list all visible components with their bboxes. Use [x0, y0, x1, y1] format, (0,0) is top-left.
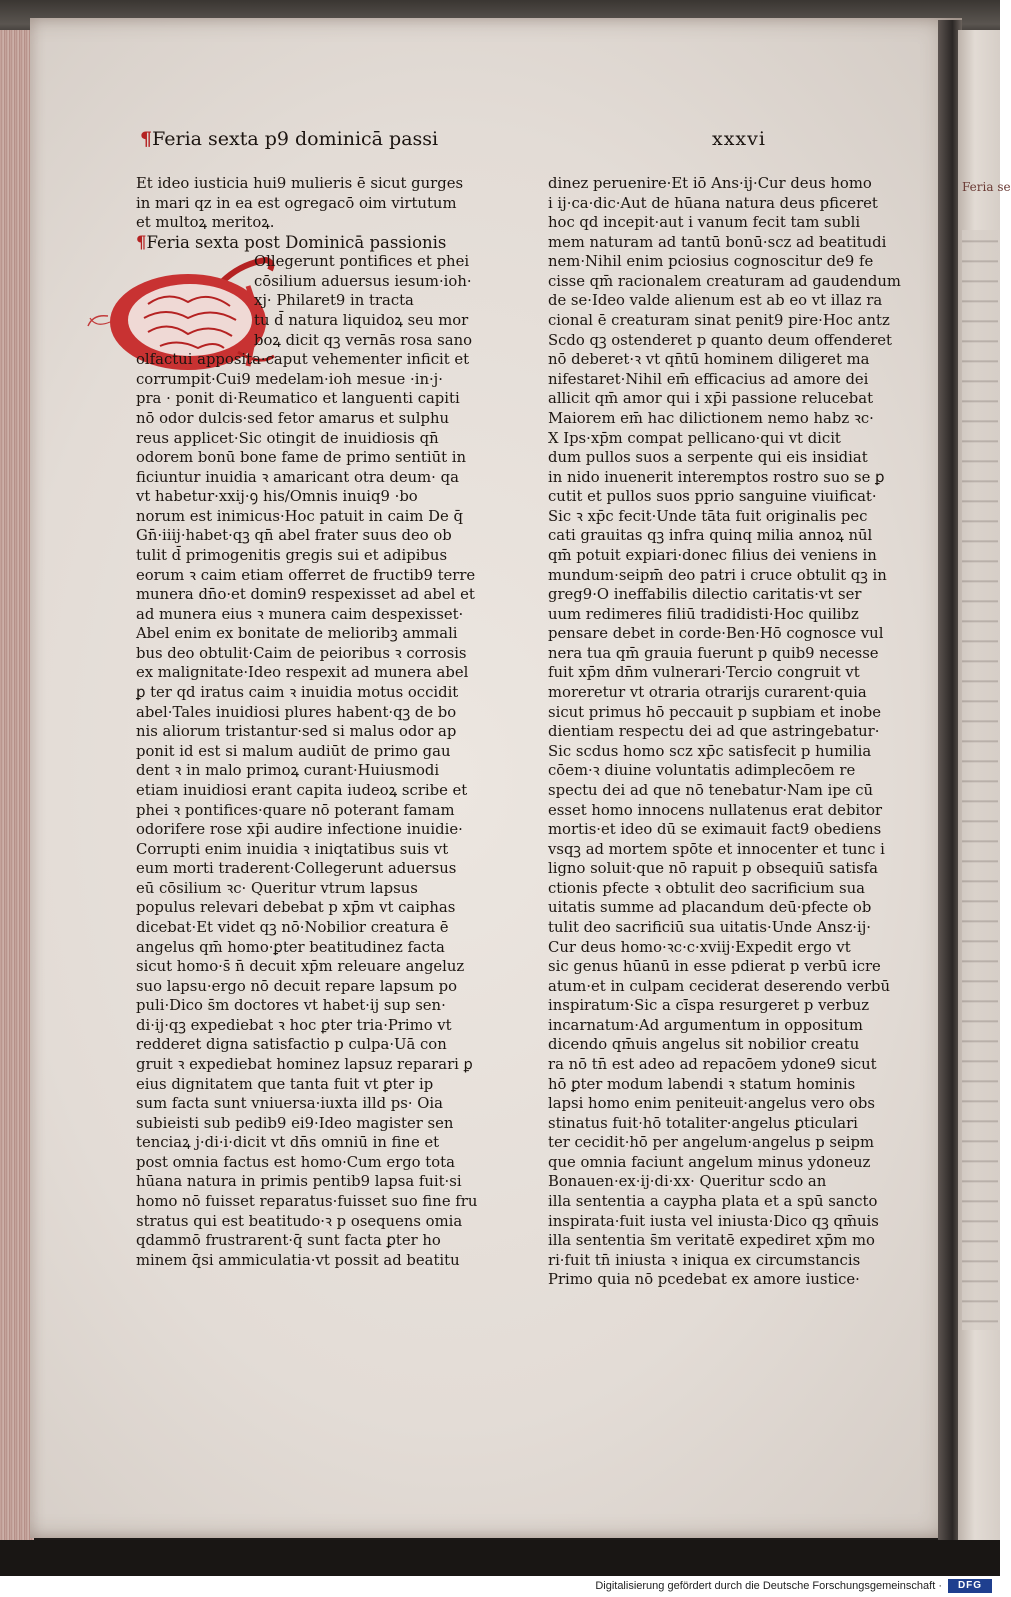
text-line: pra · ponit di·Reumatico et languenti capiti: [136, 390, 460, 408]
text-line: dicebat·Et videt qꝫ nō·Nobilior creatura ē: [136, 918, 449, 936]
text-line: bus deo obtulit·Caim de peioribus ꝛ corrosis: [136, 644, 467, 662]
text-line: Maiorem em̄ hac dilictionem nemo habz ꝛc·: [548, 409, 874, 427]
text-line: ligno soluit·que nō rapuit p obsequiū satisfa: [548, 860, 878, 878]
text-line: hoc qd incepit·aut i vanum fecit tam subli: [548, 214, 861, 232]
text-line: redderet digna satisfactio p culpa·Uā con: [136, 1036, 447, 1054]
text-line: Cur deus homo·ꝛc·c·xviij·Expedit ergo vt: [548, 938, 851, 956]
text-line: cōem·ꝛ diuine voluntatis adimplecōem re: [548, 762, 856, 780]
text-line: greg9·O ineffabilis dilectio caritatis·vt ser: [548, 586, 862, 604]
text-line: cōsilium aduersus iesum·ioh·: [254, 272, 472, 290]
text-line: corrumpit·Cui9 medelam·ioh mesue ·in·j·: [136, 370, 443, 388]
text-line: gruit ꝛ expediebat hominez lapsuz reparari ꝑ: [136, 1056, 473, 1074]
text-line: ra nō tn̄ est adeo ad repacōem ydone9 sicut: [548, 1056, 877, 1074]
text-line: norum est inimicus·Hoc patuit in caim De q̄: [136, 507, 463, 525]
text-line: nifestaret·Nihil em̄ efficacius ad amore dei: [548, 370, 869, 388]
text-line: eorum ꝛ caim etiam offerret de fructib9 terre: [136, 566, 476, 584]
text-line: incarnatum·Ad argumentum in oppositum: [548, 1016, 863, 1034]
text-line: odorifere rose xp̄i audire infectione inuidie·: [136, 821, 463, 839]
text-line: ꝑ ter qd iratus caim ꝛ inuidia motus occidit: [136, 684, 459, 702]
text-line: di·ij·qꝫ expediebat ꝛ hoc ꝑter tria·Primo vt: [136, 1016, 452, 1034]
text-line: ter cecidit·hō per angelum·angelus p seipm: [548, 1134, 875, 1152]
text-line: X Ips·xp̄m compat pellicano·qui vt dicit: [548, 429, 841, 447]
text-line: que omnia faciunt angelum minus ydoneuz: [548, 1153, 871, 1171]
text-line: Gn̄·iiij·habet·qꝫ qn̄ abel frater suus deo ob: [136, 527, 452, 545]
text-line: sic genus hūanū in esse pdierat p verbū icre: [548, 958, 881, 976]
text-line: homo nō fuisset reparatus·fuisset suo fine fru: [136, 1193, 478, 1211]
paragraph-mark-icon: ¶: [140, 128, 153, 150]
text-line: inspirata·fuit iusta vel iniusta·Dico qꝫ qm̄uis: [548, 1212, 879, 1230]
text-line: munera dn̄o·et domin9 respexisset ad abel et: [136, 586, 475, 604]
text-line: dum pullos suos a serpente qui eis insidiat: [548, 449, 868, 467]
text-line: reus applicet·Sic otingit de inuidiosis qn̄: [136, 429, 439, 447]
text-line: allicit qm̄ amor qui i xp̄i passione relucebat: [548, 390, 874, 408]
text-line: vt habetur·xxij·ꝯ his/Omnis inuiq9 ·bo: [136, 488, 418, 506]
scan-bottom-edge: [0, 1540, 1000, 1576]
text-line: etiam inuidiosi erant capita iudeoꝝ scribe et: [136, 781, 468, 799]
text-line: dientiam respectu dei ad que astringebatur·: [548, 723, 880, 741]
text-line: olfactui apposita·caput vehementer inficit et: [136, 351, 470, 369]
text-line: tulit d̄ primogenitis gregis sui et adipibus: [136, 546, 448, 564]
text-line: cisse qm̄ racionalem creaturam ad gaudendum: [548, 272, 901, 290]
next-page-edge: [958, 30, 1011, 1540]
text-line: dicendo qm̄uis angelus sit nobilior creatu: [548, 1036, 860, 1054]
text-line: eum morti traderent·Collegerunt aduersus: [136, 860, 457, 878]
text-line: mundum·seipm̄ deo patri i cruce obtulit qꝫ in: [548, 566, 887, 584]
text-line: tu d̄ natura liquidoꝝ seu mor: [254, 312, 469, 330]
text-line: nem·Nihil enim pciosius cognoscitur de9 fe: [548, 253, 874, 271]
text-line: ponit id est si malum audiūt de primo gau: [136, 742, 451, 760]
text-line: nō deberet·ꝛ vt qn̄tū hominem diligeret ma: [548, 351, 870, 369]
paragraph-mark-icon: ¶: [136, 232, 147, 252]
text-line: i ij·ca·dic·Aut de hūana natura deus pficeret: [548, 194, 878, 212]
text-line: stratus qui est beatitudo·ꝛ p osequens omia: [136, 1212, 463, 1230]
text-line: Et ideo iusticia hui9 mulieris ē sicut gurges: [136, 175, 464, 192]
text-line: in mari qz in ea est ogregacō oim virtutum: [136, 194, 457, 212]
text-line: in nido inuenerit interemptos rostro suo se ꝑ: [548, 468, 885, 486]
folio-number: xxxvi: [712, 128, 766, 150]
text-line: esset homo innocens nullatenus erat debitor: [548, 801, 883, 819]
next-page-text-lines: [962, 230, 998, 1330]
left-text-column: [136, 174, 488, 1270]
text-line: ad munera eius ꝛ munera caim despexisset·: [136, 605, 464, 623]
text-line: vsqꝫ ad mortem spōte et innocenter et tunc i: [548, 840, 885, 858]
text-line: illa sententia s̄m veritatē expediret xp̄m mo: [548, 1232, 875, 1250]
text-line: qm̄ potuit expiari·donec filius dei veniens in: [548, 546, 877, 564]
text-line: moreretur vt otraria otrarijs curarent·quia: [548, 684, 867, 702]
text-line: mem naturam ad tantū bonū·scz ad beatitudi: [548, 233, 887, 251]
text-line: sicut homo·s̄ n̄ decuit xp̄m releuare angeluz: [136, 958, 465, 976]
text-line: subieisti sub pedib9 ei9·Ideo magister sen: [136, 1114, 454, 1132]
text-line: cional ē creaturam sinat penit9 pire·Hoc antz: [548, 312, 890, 330]
text-line: minem q̄si ammiculatia·vt possit ad beatitu: [136, 1251, 460, 1269]
text-line: ri·fuit tn̄ iniusta ꝛ iniqua ex circumstancis: [548, 1251, 861, 1269]
text-line: suo lapsu·ergo nō decuit repare lapsum po: [136, 977, 457, 995]
right-text-column: [548, 174, 901, 1290]
text-line: angelus qm̄ homo·ꝑter beatitudinez facta: [136, 938, 445, 956]
text-line: phei ꝛ pontifices·quare nō poterant famam: [136, 801, 455, 819]
text-line: Sic ꝛ xp̄c fecit·Unde tāta fuit originalis pec: [548, 507, 868, 525]
text-line: ficiuntur inuidia ꝛ amaricant otra deum· qa: [136, 468, 459, 486]
section-heading: [136, 233, 488, 253]
text-line: qdammō frustrarent·q̄ sunt facta ꝑter ho: [136, 1232, 441, 1250]
text-line: uitatis summe ad placandum deū·pfecte ob: [548, 899, 872, 917]
text-line: eius dignitatem que tanta fuit vt ꝑter ip: [136, 1075, 434, 1093]
text-line: spectu dei ad que nō tenebatur·Nam ipe cū: [548, 781, 874, 799]
next-page-heading-fragment: Feria se: [962, 180, 1011, 194]
text-line: dent ꝛ in malo primoꝝ curant·Huiusmodi: [136, 762, 440, 780]
running-head: [140, 128, 438, 150]
text-line: xj· Philaret9 in tracta: [254, 292, 414, 310]
text-line: cati grauitas qꝫ infra quinq milia annoꝝ nūl: [548, 527, 873, 545]
text-line: Ollegerunt pontifices et phei: [254, 253, 470, 271]
text-line: Sic scdus homo scz xp̄c satisfecit p humilia: [548, 742, 872, 760]
text-line: hūana natura in primis pentib9 lapsa fuit·si: [136, 1173, 462, 1191]
text-line: tenciaꝝ j·di·i·dicit vt dn̄s omniū in fine et: [136, 1134, 440, 1152]
text-line: et multoꝝ meritoꝝ.: [136, 214, 275, 232]
text-line: sum facta sunt vniuersa·iuxta illd ps· Oia: [136, 1095, 443, 1113]
text-line: eū cōsilium ꝛc· Queritur vtrum lapsus: [136, 879, 418, 897]
text-line: mortis·et ideo dū se eximauit fact9 obediens: [548, 821, 882, 839]
text-line: Corrupti enim inuidia ꝛ iniqtatibus suis vt: [136, 840, 449, 858]
text-line: uum redimeres filiū tradidisti·Hoc quilibz: [548, 605, 859, 623]
text-line: lapsi homo enim peniteuit·angelus vero obs: [548, 1095, 875, 1113]
text-line: de se·Ideo valde alienum est ab eo vt illaz ra: [548, 292, 883, 310]
text-line: nera tua qm̄ grauia fuerunt p quib9 necesse: [548, 644, 879, 662]
text-line: boꝝ dicit qꝫ vernās rosa sano: [254, 331, 473, 349]
text-line: populus relevari debebat p xp̄m vt caiphas: [136, 899, 456, 917]
text-line: stinatus fuit·hō totaliter·angelus ꝑticulari: [548, 1114, 858, 1132]
text-line: illa sententia a caypha plata et a spū sancto: [548, 1193, 878, 1211]
text-line: Primo quia nō pcedebat ex amore iustice·: [548, 1271, 860, 1289]
text-line: Bonauen·ex·ij·di·xx· Queritur scdo an: [548, 1173, 827, 1191]
text-line: sicut primus hō peccauit p supbiam et inobe: [548, 703, 881, 721]
text-line: fuit xp̄m dn̄m vulnerari·Tercio congruit vt: [548, 664, 860, 682]
text-line: odorem bonū bone fame de primo sentiūt in: [136, 449, 467, 467]
text-line: pensare debet in corde·Ben·Hō cognosce vul: [548, 625, 884, 643]
text-line: hō ꝑter modum labendi ꝛ statum hominis: [548, 1075, 856, 1093]
text-line: ctionis pfecte ꝛ obtulit deo sacrificium sua: [548, 879, 865, 897]
section-heading-text: Feria sexta post Dominicā passionis: [146, 232, 447, 252]
text-line: dinez peruenire·Et iō Ans·ij·Cur deus homo: [548, 175, 872, 192]
text-line: tulit deo sacrificiū sua uitatis·Unde Ansz·ij·: [548, 918, 871, 936]
text-line: puli·Dico s̄m doctores vt habet·ij sup sen·: [136, 997, 446, 1015]
text-line: nō odor dulcis·sed fetor amarus et sulphu: [136, 409, 450, 427]
text-line: post omnia factus est homo·Cum ergo tota: [136, 1153, 455, 1171]
funding-credit: Digitalisierung gefördert durch die Deutsche Forschungsgemeinschaft ·: [595, 1580, 942, 1592]
text-line: nis aliorum tristantur·sed si malus odor ap: [136, 723, 457, 741]
text-line: Abel enim ex bonitate de melioribꝫ ammali: [136, 625, 458, 643]
text-line: cutit et pullos suos pprio sanguine viuificat·: [548, 488, 877, 506]
text-line: abel·Tales inuidiosi plures habent·qꝫ de bo: [136, 703, 457, 721]
dfg-logo: DFG: [948, 1579, 992, 1593]
running-head-text: Feria sexta p9 dominicā passi: [152, 128, 439, 150]
text-line: atum·et in culpam ceciderat deserendo verbū: [548, 977, 891, 995]
text-line: inspiratum·Sic a cīspa resurgeret p verbuz: [548, 997, 870, 1015]
page-edges-left: [0, 30, 34, 1540]
text-line: ex malignitate·Ideo respexit ad munera abel: [136, 664, 469, 682]
text-line: Scdo qꝫ ostenderet p quanto deum offenderet: [548, 331, 892, 349]
